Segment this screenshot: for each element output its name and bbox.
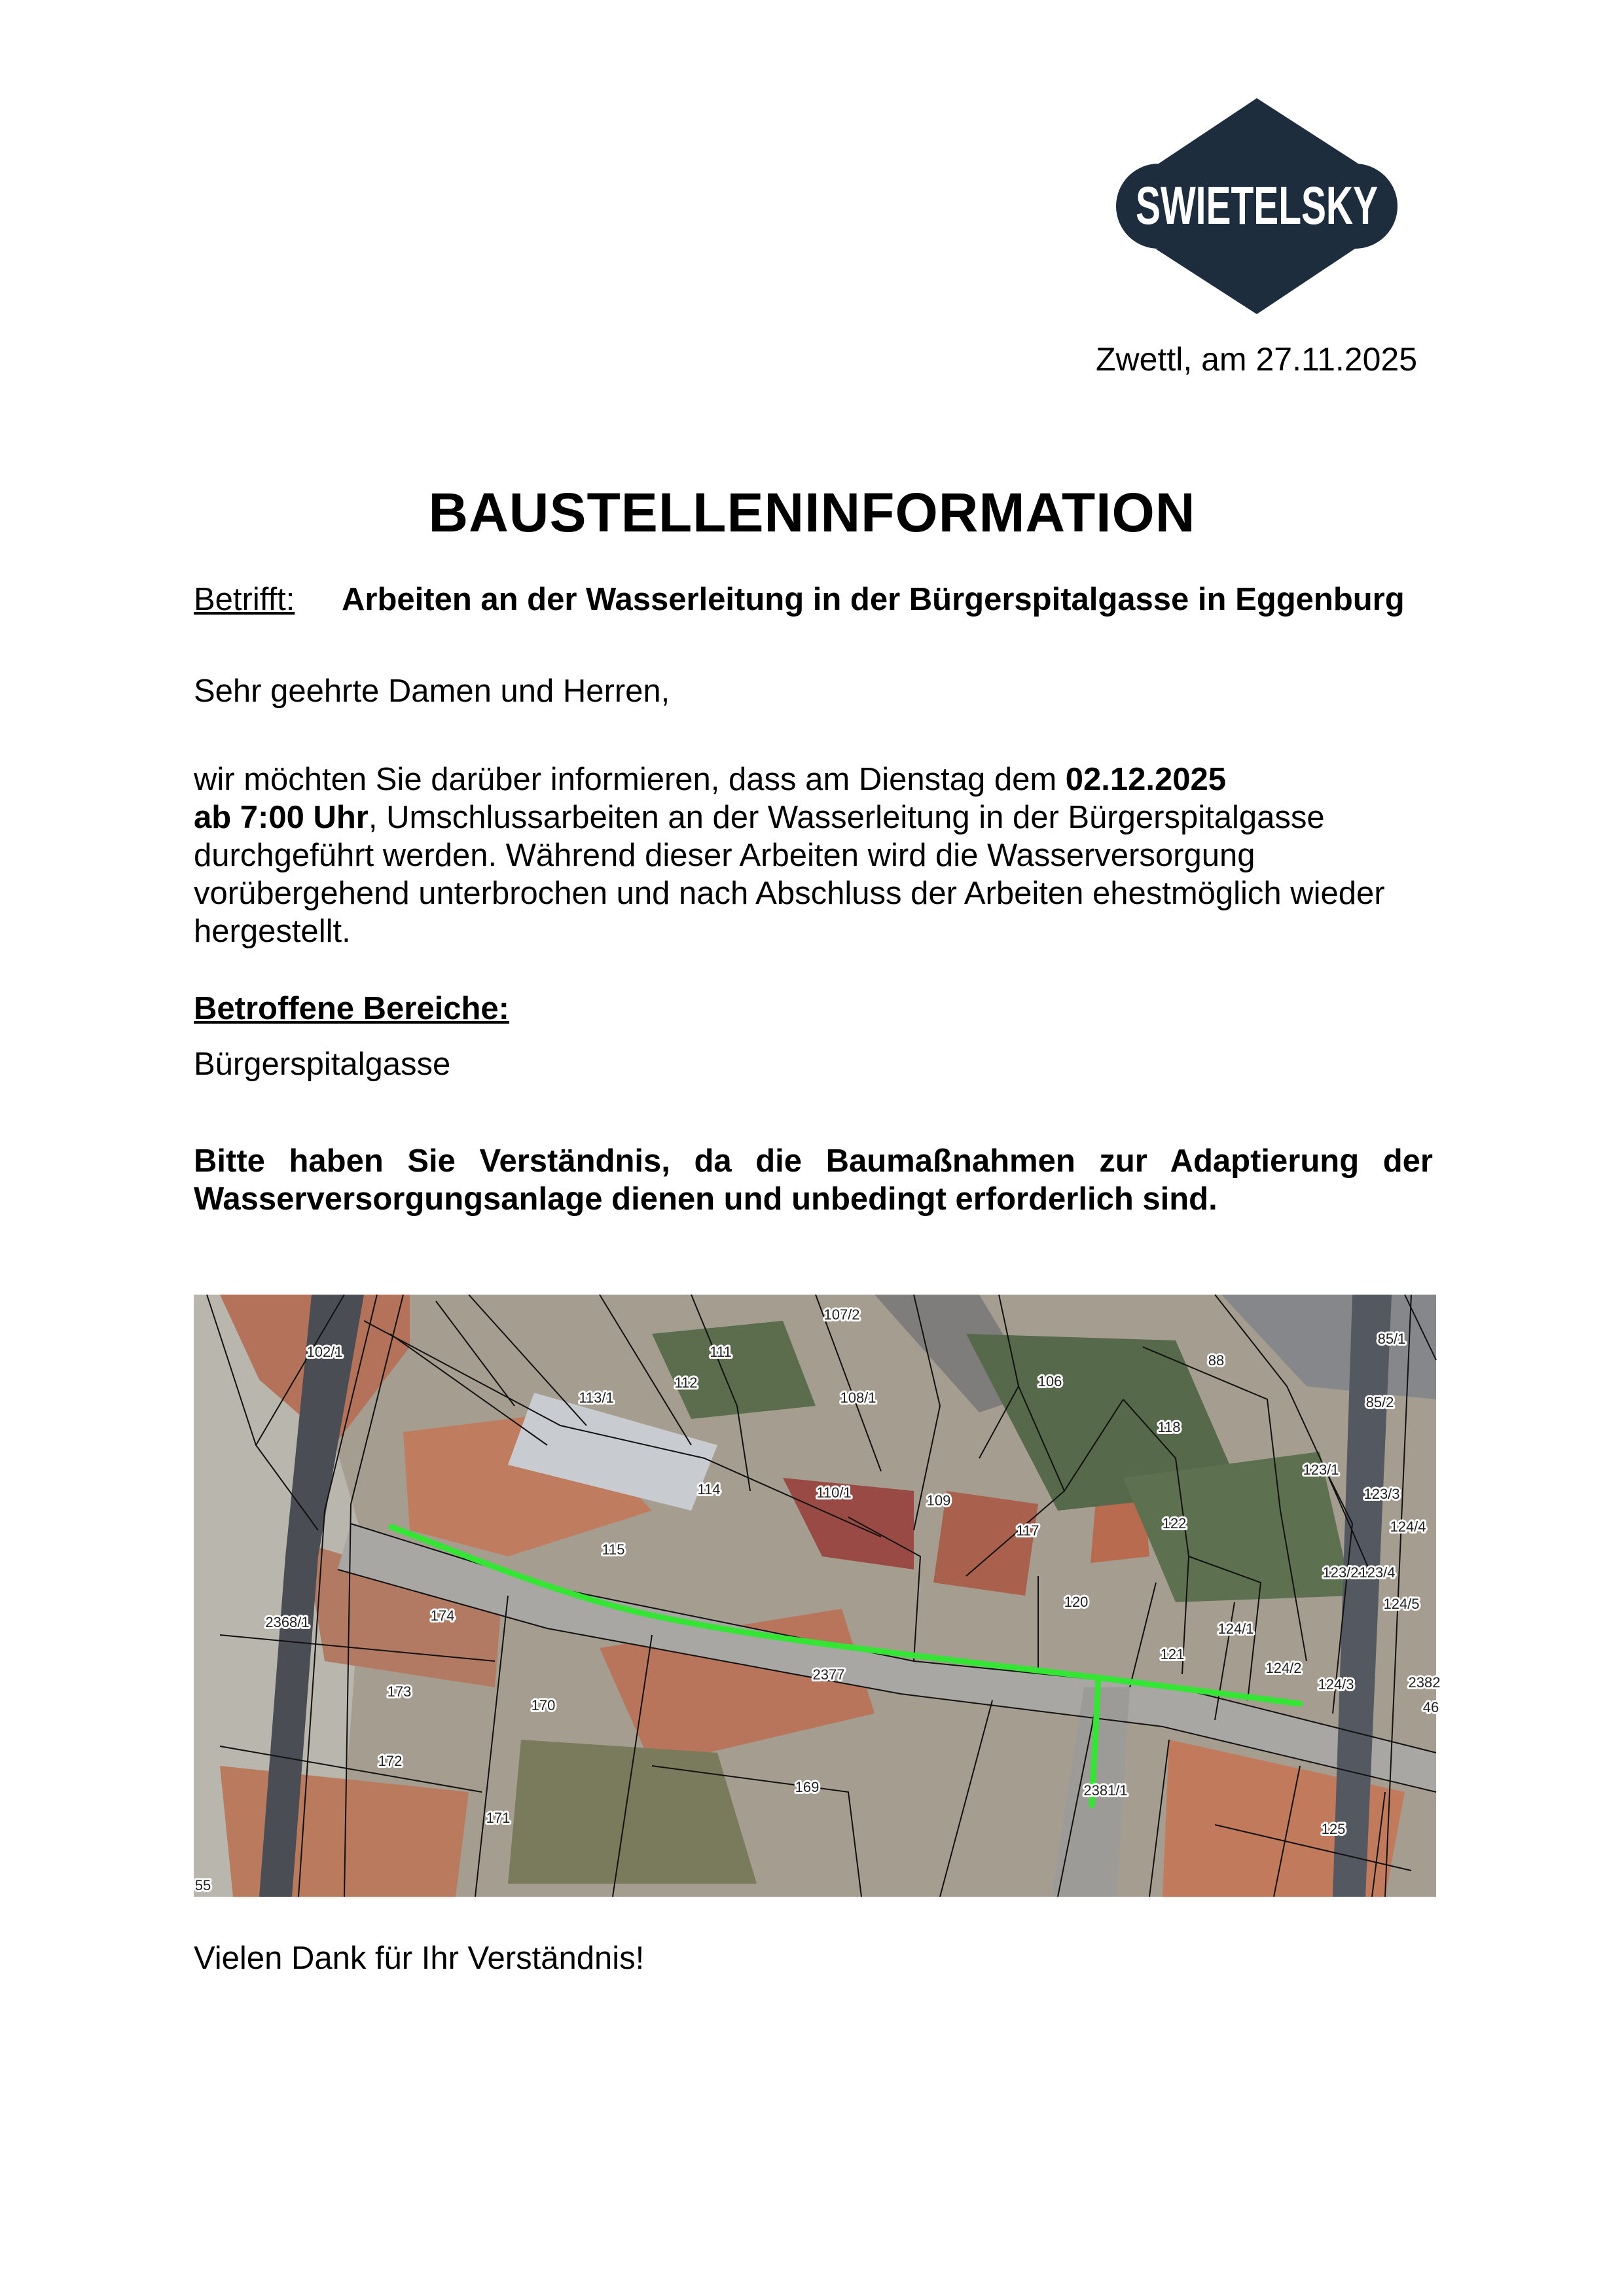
parcel-label: 55 [194, 1877, 211, 1893]
parcel-label: 120 [1064, 1594, 1089, 1610]
work-time: ab 7:00 Uhr [194, 800, 369, 835]
parcel-label: 171 [486, 1810, 511, 1826]
parcel-label: 85/2 [1365, 1394, 1394, 1410]
parcel-label: 85/1 [1377, 1331, 1406, 1347]
parcel-label: 123/1 [1303, 1462, 1339, 1478]
parcel-label: 174 [430, 1607, 455, 1624]
parcel-label: 2381/1 [1083, 1782, 1128, 1799]
parcel-label: 2377 [812, 1666, 845, 1683]
parcel-label: 107/2 [823, 1306, 860, 1323]
parcel-label: 124/1 [1218, 1621, 1254, 1637]
parcel-label: 111 [710, 1344, 732, 1360]
body-paragraph [194, 761, 1437, 950]
parcel-label: 46 [1422, 1699, 1439, 1715]
parcel-label: 109 [926, 1492, 951, 1509]
parcel-label: 121 [1160, 1646, 1185, 1662]
parcel-label: 124/3 [1318, 1676, 1354, 1693]
parcel-label: 124/5 [1383, 1596, 1420, 1612]
swietelsky-logo [1113, 98, 1401, 314]
place-date: Zwettl, am 27.11.2025 [1095, 341, 1417, 378]
parcel-label: 2382 [1408, 1674, 1441, 1691]
parcel-label: 124/4 [1390, 1518, 1426, 1535]
parcel-label: 123/4 [1359, 1564, 1396, 1581]
parcel-label: 173 [387, 1683, 412, 1700]
subject-text: Arbeiten an der Wasserleitung in der Bürgerspitalgasse in Eggenburg [342, 582, 1405, 617]
parcel-label: 106 [1038, 1373, 1062, 1390]
parcel-label: 110/1 [816, 1484, 852, 1501]
parcel-label: 115 [602, 1541, 625, 1558]
parcel-label: 113/1 [579, 1390, 614, 1406]
logo-badge-shape [1159, 98, 1358, 164]
body-text-2: , Umschlussarbeiten an der Wasserleitung in der Bürgerspitalgasse durchgeführt werden. Während dieser Arbeiten wird die Wasserversorgung vorübergehend unterbrochen und nach Abschluss der Arbeiten ehestmöglich wieder hergestellt. [194, 800, 1385, 949]
logo-badge-shape-bottom [1155, 249, 1355, 314]
parcel-label: 122 [1162, 1515, 1187, 1532]
map-canvas [194, 1295, 1441, 1897]
parcel-label: 123/2 [1322, 1564, 1359, 1581]
subject-label: Betrifft: [194, 582, 295, 617]
parcel-label: 123/3 [1363, 1486, 1400, 1502]
subject-row [194, 581, 1405, 618]
affected-areas-value: Bürgerspitalgasse [194, 1047, 451, 1082]
site-map [194, 1295, 1441, 1897]
parcel-label: 124/2 [1265, 1660, 1302, 1676]
body-text-1: wir möchten Sie darüber informieren, dass am Dienstag dem [194, 762, 1066, 797]
document-title: BAUSTELLENINFORMATION [428, 482, 1196, 543]
parcel-label: 88 [1208, 1352, 1225, 1369]
parcel-label: 172 [378, 1753, 403, 1769]
salutation: Sehr geehrte Damen und Herren, [194, 673, 670, 709]
affected-areas-heading: Betroffene Bereiche: [194, 991, 509, 1026]
parcel-label: 112 [674, 1374, 698, 1391]
parcel-label: 117 [1016, 1522, 1039, 1539]
parcel-label: 108/1 [840, 1390, 876, 1406]
parcel-label: 2368/1 [265, 1614, 310, 1630]
notice-text: Bitte haben Sie Verständnis, da die Baumaßnahmen zur Adaptierung der Wasserversorgungsanlage dienen und unbedingt erforderlich sind. [194, 1143, 1433, 1217]
parcel-label: 125 [1321, 1821, 1346, 1837]
parcel-label: 169 [795, 1779, 820, 1795]
parcel-label: 118 [1157, 1419, 1181, 1435]
logo-text: SWIETELSKY [1136, 176, 1378, 236]
closing-text: Vielen Dank für Ihr Verständnis! [194, 1941, 645, 1976]
work-date: 02.12.2025 [1065, 762, 1227, 797]
parcel-label: 114 [697, 1481, 721, 1498]
parcel-label: 170 [531, 1697, 556, 1713]
parcel-label: 102/1 [306, 1344, 343, 1360]
